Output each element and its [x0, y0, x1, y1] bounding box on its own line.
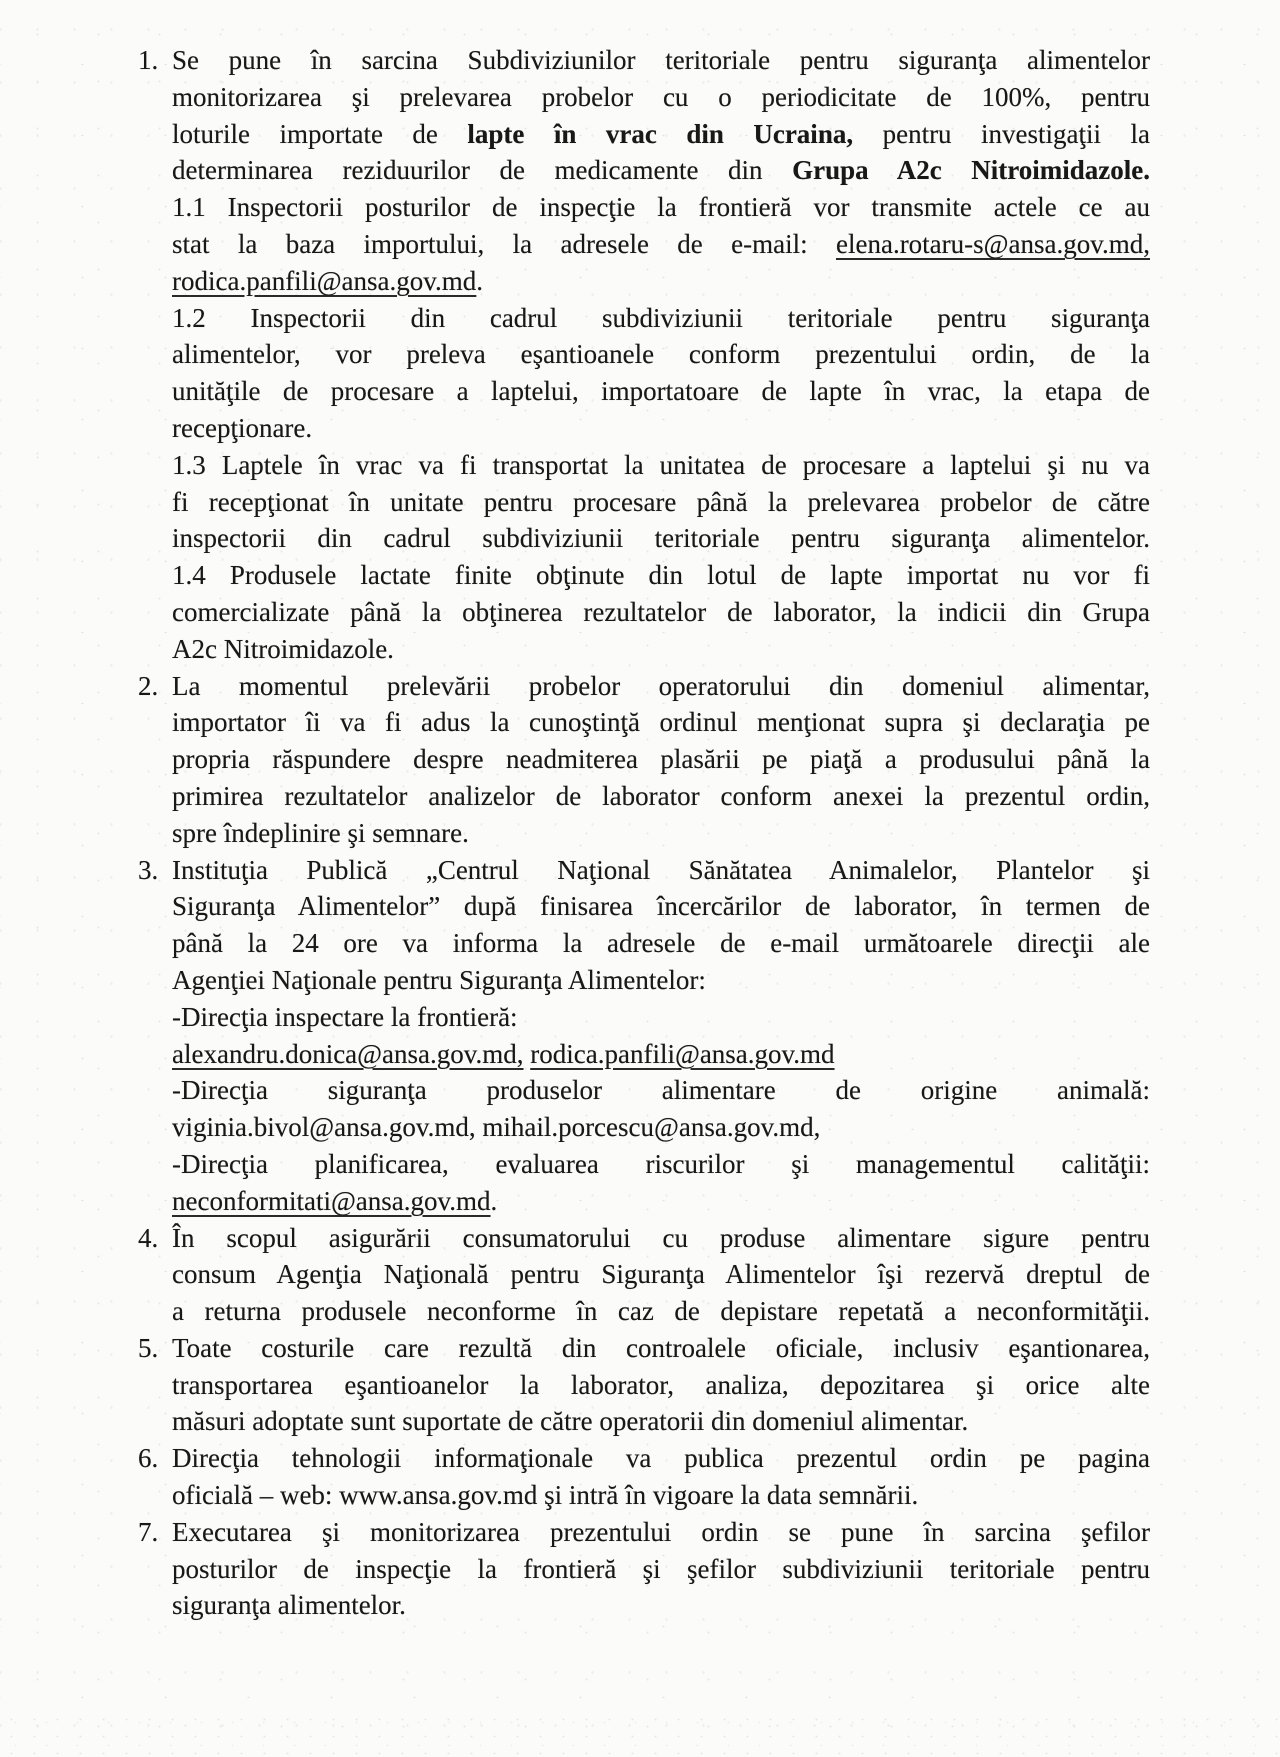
line-text — [172, 1403, 1150, 1440]
list-number-spacer — [138, 925, 172, 962]
doc-line — [138, 1256, 1150, 1293]
doc-line — [138, 631, 1150, 668]
line-text — [172, 778, 1150, 815]
list-number-spacer — [138, 1146, 172, 1183]
text-segment: fi recepţionat în unitate pentru procesare până la prelevarea probelor de către — [172, 486, 1150, 517]
email-text: rodica.panfili@ansa.gov.md — [530, 1038, 835, 1069]
line-text — [172, 741, 1150, 778]
doc-line — [138, 888, 1150, 925]
doc-line — [138, 1551, 1150, 1588]
list-number-spacer — [138, 300, 172, 337]
line-text — [172, 1551, 1150, 1588]
list-number-spacer — [138, 704, 172, 741]
text-segment: 1.3 Laptele în vrac va fi transportat la unitatea de procesare a laptelui şi nu va — [172, 449, 1150, 480]
bold-text: lapte în vrac din Ucraina, — [467, 118, 854, 149]
doc-line — [138, 1220, 1150, 1257]
text-segment: . — [476, 265, 484, 296]
list-number: 2. — [138, 670, 159, 701]
doc-line — [138, 557, 1150, 594]
text-segment: viginia.bivol@ansa.gov.md, mihail.porcescu@ansa.gov.md, — [172, 1112, 821, 1143]
list-number-spacer — [138, 1109, 172, 1146]
text-segment: În scopul asigurării consumatorului cu produse alimentare sigure pentru — [172, 1222, 1150, 1253]
doc-line — [138, 1109, 1150, 1146]
list-number-spacer — [138, 1477, 172, 1514]
text-segment: 1.1 Inspectorii posturilor de inspecţie la frontieră vor transmite actele ce au — [172, 192, 1150, 223]
doc-line — [138, 1146, 1150, 1183]
line-text — [172, 1072, 1150, 1109]
text-segment: spre îndeplinire şi semnare. — [172, 817, 469, 848]
doc-line — [138, 852, 1150, 889]
list-number-spacer — [138, 1367, 172, 1404]
doc-line — [138, 1514, 1150, 1551]
doc-line — [138, 189, 1150, 226]
line-text — [172, 1220, 1150, 1257]
doc-line — [138, 1403, 1150, 1440]
text-segment: 1.2 Inspectorii din cadrul subdiviziunii teritoriale pentru siguranţa — [172, 302, 1150, 333]
list-number-spacer — [138, 1293, 172, 1330]
line-text — [172, 815, 1150, 852]
line-text — [172, 557, 1150, 594]
text-segment: La momentul prelevării probelor operatorului din domeniul alimentar, — [172, 670, 1150, 701]
list-number-spacer — [138, 1551, 172, 1588]
text-segment: loturile importate de — [172, 118, 468, 149]
doc-line — [138, 1293, 1150, 1330]
line-text — [172, 1293, 1150, 1330]
doc-line — [138, 1440, 1150, 1477]
text-segment: consum Agenţia Naţională pentru Siguranţa Alimentelor îşi rezervă dreptul de — [172, 1259, 1150, 1290]
line-text — [172, 226, 1150, 263]
list-number: 1. — [138, 45, 159, 75]
text-segment: pentru investigaţii la — [853, 118, 1150, 149]
text-segment: inspectorii din cadrul subdiviziunii teritoriale pentru siguranţa alimentelor. — [172, 523, 1150, 554]
list-number-spacer — [138, 594, 172, 631]
text-segment: transportarea eşantioanelor la laborator, analiza, depozitarea şi orice alte — [172, 1369, 1150, 1400]
text-segment: Instituţia Publică „Centrul Naţional Sănătatea Animalelor, Plantelor şi — [172, 854, 1150, 885]
line-text — [172, 152, 1150, 189]
list-number-spacer — [138, 1403, 172, 1440]
email-text: neconformitati@ansa.gov.md — [172, 1185, 491, 1216]
list-number-spacer — [138, 189, 172, 226]
list-number-spacer — [138, 373, 172, 410]
text-segment: 1.4 Produsele lactate finite obţinute din lotul de lapte importat nu vor fi — [172, 560, 1150, 591]
doc-line — [138, 373, 1150, 410]
line-text — [172, 263, 1150, 300]
list-number-spacer — [138, 447, 172, 484]
text-segment: determinarea reziduurilor de medicamente din — [172, 155, 793, 186]
doc-line — [138, 1183, 1150, 1220]
text-segment: Executarea şi monitorizarea prezentului ordin se pune în sarcina şefilor — [172, 1516, 1150, 1547]
doc-line — [138, 778, 1150, 815]
text-segment: stat la baza importului, la adresele de e-mail: — [172, 228, 836, 259]
list-number-spacer — [138, 336, 172, 373]
text-segment: alimentelor, vor preleva eşantioanele conform prezentului ordin, de la — [172, 339, 1150, 370]
line-text — [172, 1440, 1150, 1477]
text-segment: monitorizarea şi prelevarea probelor cu o periodicitate de 100%, pentru — [172, 81, 1150, 112]
line-text — [172, 42, 1150, 79]
list-number-spacer — [138, 484, 172, 521]
doc-line — [138, 226, 1150, 263]
line-text — [172, 1587, 1150, 1624]
line-text — [172, 410, 1150, 447]
text-segment: A2c Nitroimidazole. — [172, 633, 394, 664]
text-segment: siguranţa alimentelor. — [172, 1590, 406, 1621]
line-text — [172, 447, 1150, 484]
line-text — [172, 189, 1150, 226]
doc-line — [138, 1330, 1150, 1367]
doc-line — [138, 594, 1150, 631]
doc-line — [138, 925, 1150, 962]
list-number-spacer — [138, 152, 172, 189]
email-text: rodica.panfili@ansa.gov.md — [172, 265, 477, 296]
list-number-spacer — [138, 1036, 172, 1073]
line-text — [172, 704, 1150, 741]
text-segment: recepţionare. — [172, 412, 313, 443]
doc-line — [138, 410, 1150, 447]
line-text — [172, 962, 1150, 999]
text-segment: propria răspundere despre neadmiterea plasării pe piaţă a produsului până la — [172, 744, 1150, 775]
doc-line — [138, 484, 1150, 521]
list-number-spacer — [138, 1256, 172, 1293]
text-segment: până la 24 ore va informa la adresele de e-mail următoarele direcţii ale — [172, 928, 1150, 959]
list-number-spacer — [138, 226, 172, 263]
email-text: alexandru.donica@ansa.gov.md, — [172, 1038, 524, 1069]
text-segment: Toate costurile care rezultă din controalele oficiale, inclusiv eşantionarea, — [172, 1332, 1150, 1363]
list-number: 5. — [138, 1332, 159, 1363]
bold-text: Grupa A2c Nitroimidazole. — [792, 155, 1150, 186]
list-number-spacer — [138, 1183, 172, 1220]
text-segment: Siguranţa Alimentelor” după finisarea încercărilor de laborator, în termen de — [172, 891, 1150, 922]
text-segment: primirea rezultatelor analizelor de laborator conform anexei la prezentul ordin, — [172, 780, 1150, 811]
line-text — [172, 1109, 1150, 1146]
doc-line — [138, 42, 1150, 79]
text-segment: Se pune în sarcina Subdiviziunilor teritoriale pentru siguranţa alimentelor — [172, 45, 1150, 75]
list-number-spacer — [138, 815, 172, 852]
list-number-spacer — [138, 520, 172, 557]
doc-line — [138, 1477, 1150, 1514]
doc-line — [138, 79, 1150, 116]
line-text — [172, 116, 1150, 153]
scan-noise-band — [0, 1711, 1280, 1757]
list-number-spacer — [138, 557, 172, 594]
list-number-spacer — [138, 79, 172, 116]
text-segment: Direcţia tehnologii informaţionale va publica prezentul ordin pe pagina — [172, 1443, 1150, 1474]
line-text — [172, 1367, 1150, 1404]
list-number-spacer — [138, 631, 172, 668]
line-text — [172, 1477, 1150, 1514]
list-number-spacer — [138, 888, 172, 925]
text-segment: . — [490, 1185, 498, 1216]
doc-line — [138, 1072, 1150, 1109]
document — [138, 42, 1150, 1624]
list-number-spacer — [138, 116, 172, 153]
line-text — [172, 888, 1150, 925]
doc-line — [138, 300, 1150, 337]
line-text — [172, 336, 1150, 373]
line-text — [172, 373, 1150, 410]
list-number: 7. — [138, 1516, 159, 1547]
line-text — [172, 631, 1150, 668]
doc-line — [138, 116, 1150, 153]
doc-line — [138, 336, 1150, 373]
text-segment: măsuri adoptate sunt suportate de către operatorii din domeniul alimentar. — [172, 1406, 969, 1437]
list-number-spacer — [138, 962, 172, 999]
doc-line — [138, 668, 1150, 705]
list-number: 4. — [138, 1222, 159, 1253]
doc-line — [138, 815, 1150, 852]
text-segment: oficială – web: www.ansa.gov.md şi intră în vigoare la data semnării. — [172, 1480, 919, 1511]
text-segment: a returna produsele neconforme în caz de depistare repetată a neconformităţii. — [172, 1296, 1150, 1327]
text-segment: -Direcţia siguranţa produselor alimentare de origine animală: — [172, 1075, 1150, 1106]
doc-line — [138, 962, 1150, 999]
line-text — [172, 1036, 1150, 1073]
doc-line — [138, 1367, 1150, 1404]
text-segment: -Direcţia inspectare la frontieră: — [172, 1001, 518, 1032]
list-number: 3. — [138, 854, 159, 885]
line-text — [172, 1514, 1150, 1551]
line-text — [172, 668, 1150, 705]
list-number-spacer — [138, 1587, 172, 1624]
text-segment: importator îi va fi adus la cunoştinţă ordinul menţionat supra şi declaraţia pe — [172, 707, 1150, 738]
line-text — [172, 852, 1150, 889]
list-number: 6. — [138, 1443, 159, 1474]
doc-line — [138, 1036, 1150, 1073]
line-text — [172, 79, 1150, 116]
doc-line — [138, 520, 1150, 557]
doc-line — [138, 263, 1150, 300]
doc-line — [138, 1587, 1150, 1624]
doc-line — [138, 704, 1150, 741]
line-text — [172, 520, 1150, 557]
line-text — [172, 925, 1150, 962]
list-number-spacer — [138, 999, 172, 1036]
line-text — [172, 1146, 1150, 1183]
list-number-spacer — [138, 778, 172, 815]
line-text — [172, 594, 1150, 631]
list-number-spacer — [138, 263, 172, 300]
doc-line — [138, 152, 1150, 189]
email-text: elena.rotaru-s@ansa.gov.md, — [835, 228, 1150, 259]
line-text — [172, 1183, 1150, 1220]
text-segment: unităţile de procesare a laptelui, importatoare de lapte în vrac, la etapa de — [172, 376, 1150, 407]
line-text — [172, 300, 1150, 337]
line-text — [172, 1256, 1150, 1293]
text-segment: Agenţiei Naţionale pentru Siguranţa Alimentelor: — [172, 964, 706, 995]
text-segment: posturilor de inspecţie la frontieră şi şefilor subdiviziunii teritoriale pentru — [172, 1553, 1150, 1584]
line-text — [172, 484, 1150, 521]
doc-line — [138, 447, 1150, 484]
list-number-spacer — [138, 410, 172, 447]
text-segment: comercializate până la obţinerea rezultatelor de laborator, la indicii din Grupa — [172, 596, 1150, 627]
list-number-spacer — [138, 1072, 172, 1109]
doc-line — [138, 741, 1150, 778]
text-segment: -Direcţia planificarea, evaluarea riscurilor şi managementul calităţii: — [172, 1148, 1150, 1179]
list-number-spacer — [138, 741, 172, 778]
line-text — [172, 1330, 1150, 1367]
doc-line — [138, 999, 1150, 1036]
line-text — [172, 999, 1150, 1036]
